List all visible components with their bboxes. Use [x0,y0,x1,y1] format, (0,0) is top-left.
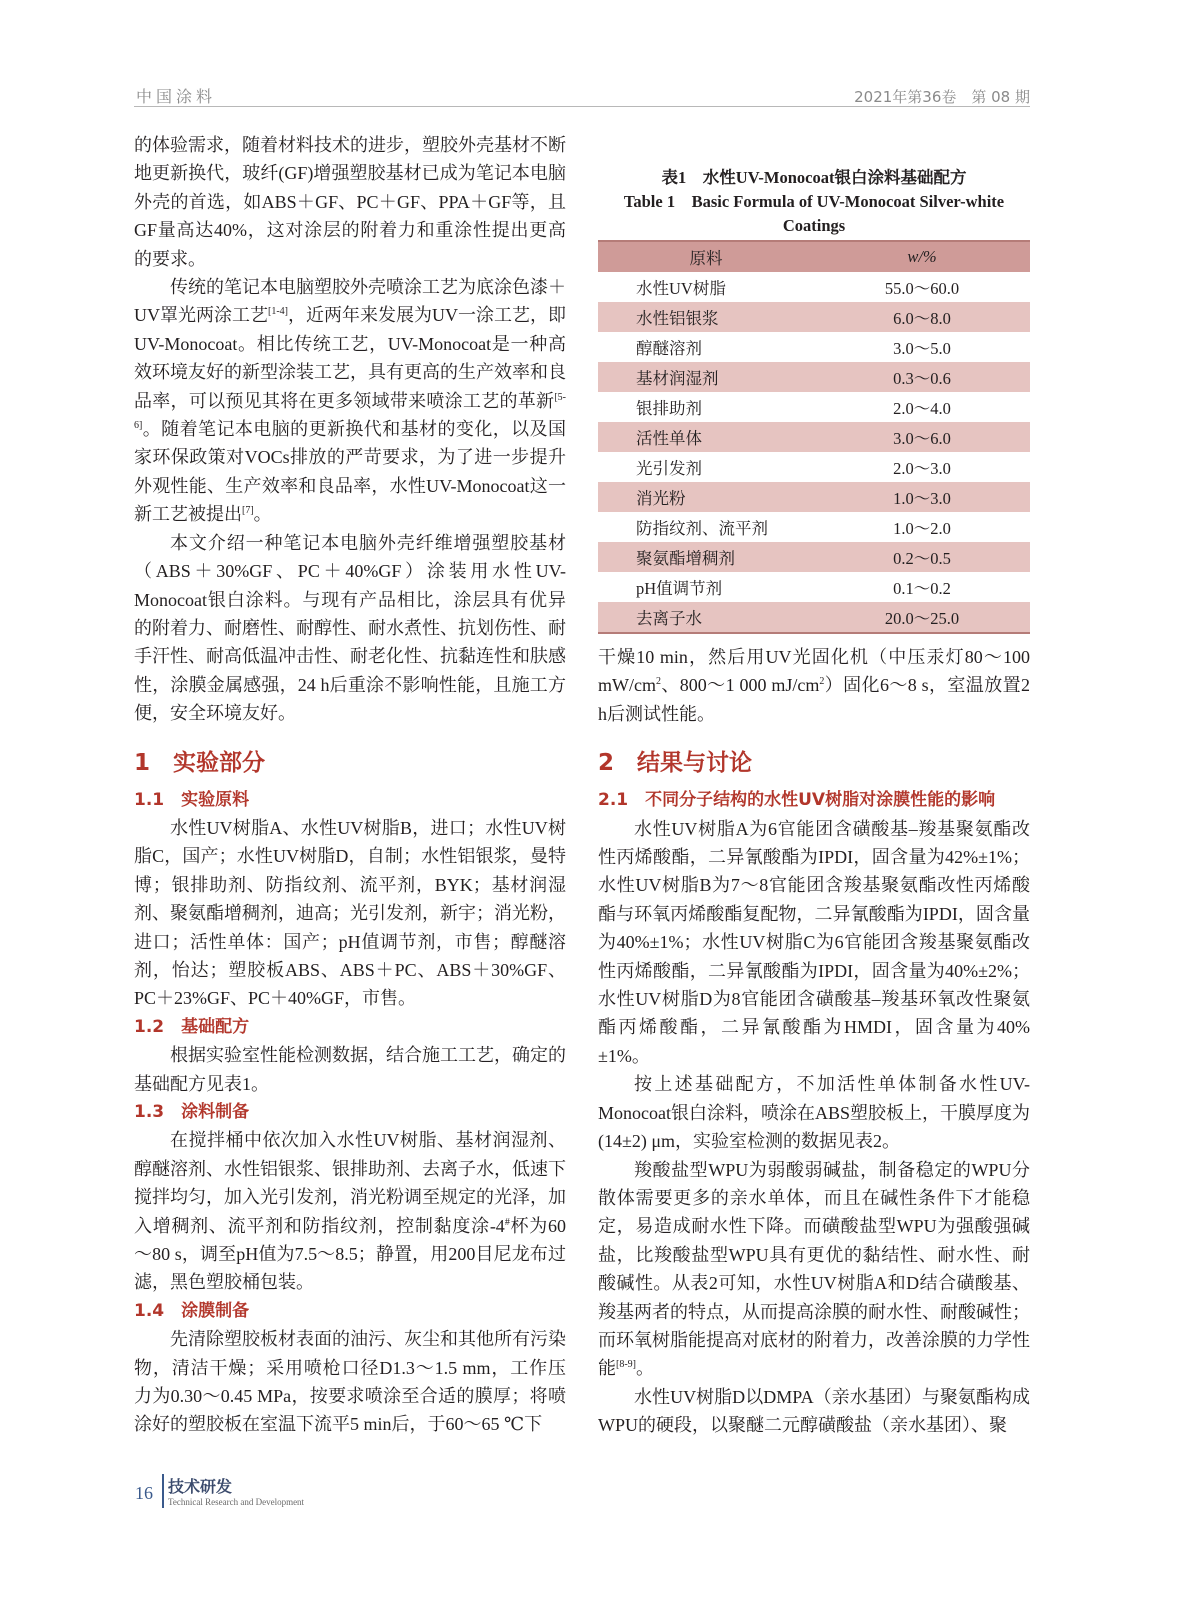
table-row [598,542,1030,572]
citation: 2 [819,676,825,688]
cell-material: 基材润湿剂 [598,362,814,392]
cell-mass-fraction: 2.0～4.0 [893,399,951,418]
cell-material: 防指纹剂、流平剂 [636,519,768,538]
cell-material: 水性UV树脂 [636,279,726,298]
paragraph [598,1383,1030,1440]
table-row [598,512,1030,542]
left-column [134,131,566,1439]
paragraph [134,814,566,1013]
citation: [1-4] [268,306,288,318]
subsection-heading: 1.1 实验原料 [134,789,250,810]
cell-material: 活性单体 [598,422,814,452]
footer-divider [162,1474,164,1508]
table-row [598,332,1030,362]
paragraph-text: 按上述基础配方，不加活性单体制备水性UV-Monocoat银白涂料，喷涂在ABS塑胶板上，干膜厚度为(14±2) μm，实验室检测的数据见表2。 [598,1074,1030,1152]
paragraph-text: 杯为60～80 s，调至pH值为7.5～8.5；静置，用200目尼龙布过滤，黑色塑胶桶包装。 [134,1215,566,1293]
paragraph [134,1041,566,1098]
subsection-heading: 1.2 基础配方 [134,1016,250,1037]
cell-material: 醇醚溶剂 [636,339,702,358]
cell-mass-fraction: 55.0～60.0 [884,279,960,298]
paragraph [598,815,1030,1071]
cell-mass-fraction: 0.3～0.6 [814,362,1030,392]
subsection-heading: 1.4 涂膜制备 [134,1300,250,1321]
table-row [598,302,1030,332]
table-row [598,422,1030,452]
right-column [598,643,1030,1440]
paragraph [134,529,566,728]
table-row [598,362,1030,392]
table-title-cn: 表1 水性UV-Monocoat银白涂料基础配方 [661,168,967,187]
paragraph-text: 。随着笔记本电脑的更新换代和基材的变化，以及国家环保政策对VOCs排放的严苛要求，为了进一步提升外观性能、生产效率和良品率，水性UV-Monocoat这一新工艺被提出 [134,419,566,525]
paragraph-text: 本文介绍一种笔记本电脑外壳纤维增强塑胶基材（ABS＋30%GF、PC＋40%GF）涂装用水性UV-Monocoat银白涂料。与现有产品相比，涂层具有优异的附着力、耐磨性、耐醇性、耐水煮性、抗划伤性、耐手汗性、耐高低温冲击性、耐老化性、抗黏连性和肤感性，涂膜金属感强，24 h后重涂不影响性能，且施工方便，安全环境友好。 [134,532,566,724]
paragraph-text: 在搅拌桶中依次加入水性UV树脂、基材润湿剂、醇醚溶剂、水性铝银浆、银排助剂、去离子水，低速下搅拌均匀，加入光引发剂，消光粉调至规定的光泽，加入增稠剂、流平剂和防指纹剂，控制黏度涂-4 [134,1130,566,1236]
cell-mass-fraction: 1.0～3.0 [814,482,1030,512]
page-number: 16 [135,1483,153,1503]
cell-mass-fraction: 3.0～5.0 [893,339,951,358]
section-heading: 1 实验部分 [134,749,266,776]
cell-material: 水性铝银浆 [598,302,814,332]
table-row [598,272,1030,302]
journal-name: 中国涂料 [136,87,217,106]
paragraph [134,1325,566,1439]
cell-material: pH值调节剂 [636,579,723,598]
table-title-en: Table 1 Basic Formula of UV-Monocoat Silver-white Coatings [623,192,1005,235]
citation: [7] [242,505,254,517]
citation: [5-6] [134,391,566,432]
section-heading: 2 结果与讨论 [598,750,753,777]
cell-mass-fraction: 0.2～0.5 [814,542,1030,572]
table-row [598,392,1030,422]
table-row [598,572,1030,602]
paragraph [598,1070,1030,1155]
paragraph-text: 的体验需求，随着材料技术的进步，塑胶外壳基材不断地更新换代，玻纤(GF)增强塑胶基材已成为笔记本电脑外壳的首选，如ABS＋GF、PC＋GF、PPA＋GF等，且GF量高达40%，这对涂层的附着力和重涂性提出更高的要求。 [134,135,566,269]
cell-material: 光引发剂 [636,459,702,478]
section-name: 技术研发 [168,1477,233,1496]
cell-material: 消光粉 [598,482,814,512]
citation: [8-9] [616,1359,636,1371]
column-header-material: 原料 [598,241,814,272]
paragraph-text: 。 [253,504,272,525]
paragraph-text: 干燥10 min，然后用UV光固化机（中压汞灯80～100 mW/cm [598,647,1030,696]
paragraph [598,643,1030,728]
issue-info: 2021年第36卷 第 08 期 [854,88,1030,106]
table-caption [598,166,1030,238]
paragraph-text: 先清除塑胶板材表面的油污、灰尘和其他所有污染物，清洁干燥；采用喷枪口径D1.3～1.5 mm，工作压力为0.30～0.45 MPa，按要求喷涂至合适的膜厚；将喷涂好的塑胶板在室温下流平5 min后，于60～65 ℃下 [134,1329,566,1435]
paragraph-text: 。 [636,1358,654,1379]
subsection-heading: 1.3 涂料制备 [134,1102,250,1122]
cell-mass-fraction: 6.0～8.0 [814,302,1030,332]
paragraph-text: ）固化6～8 s，室温放置2 h后测试性能。 [598,675,1030,724]
paragraph-text: 传统的笔记本电脑塑胶外壳喷涂工艺为底涂色漆＋UV罩光两涂工艺 [134,277,566,326]
paragraph [134,273,566,529]
table-row [598,482,1030,512]
paragraph-text: 水性UV树脂A、水性UV树脂B，进口；水性UV树脂C，国产；水性UV树脂D，自制；水性铝银浆，曼特博；银排助剂、防指纹剂、流平剂，BYK；基材润湿剂、聚氨酯增稠剂，迪高；光引发剂，新宇；消光粉，进口；活性单体：国产；pH值调节剂，市售；醇醚溶剂，怡达；塑胶板ABS、ABS＋PC、ABS＋30%GF、PC＋23%GF、PC＋40%GF，市售。 [134,817,566,1009]
column-header-mass-fraction: w/% [814,241,1030,272]
table-row [598,602,1030,633]
paragraph-text: 根据实验室性能检测数据，结合施工工艺，确定的基础配方见表1。 [134,1045,566,1094]
header-divider [134,106,1030,107]
formula-table [598,240,1030,634]
cell-material: 银排助剂 [636,399,702,418]
cell-material: 聚氨酯增稠剂 [598,542,814,572]
table-row [598,452,1030,482]
cell-mass-fraction: 20.0～25.0 [814,602,1030,633]
paragraph-text: 水性UV树脂D以DMPA（亲水基团）与聚氨酯构成WPU的硬段，以聚醚二元醇磺酸盐（亲水基团）、聚 [598,1386,1030,1436]
cell-mass-fraction: 2.0～3.0 [893,459,951,478]
subsection-heading: 2.1 不同分子结构的水性UV树脂对涂膜性能的影响 [598,790,996,811]
cell-mass-fraction: 1.0～2.0 [893,519,951,538]
table-header-row [598,241,1030,272]
cell-mass-fraction: 0.1～0.2 [893,579,951,598]
paragraph [134,1126,566,1296]
paragraph-text: 羧酸盐型WPU为弱酸弱碱盐，制备稳定的WPU分散体需要更多的亲水单体，而且在碱性条件下才能稳定，易造成耐水性下降。而磺酸盐型WPU为强酸强碱盐，比羧酸盐型WPU具有更优的黏结性、耐水性、耐酸碱性。从表2可知，水性UV树脂A和D结合磺酸基、羧基两者的特点，从而提高涂膜的耐水性、耐酸碱性；而环氧树脂能提高对底材的附着力，改善涂膜的力学性能 [598,1159,1030,1379]
paragraph [598,1156,1030,1383]
cell-material: 去离子水 [598,602,814,633]
paragraph-text: ，近两年来发展为UV一涂工艺，即UV-Monocoat。相比传统工艺，UV-Monocoat是一种高效环境友好的新型涂装工艺，具有更高的生产效率和良品率，可以预见其将在更多领域带来喷涂工艺的革新 [134,305,566,411]
cell-mass-fraction: 3.0～6.0 [814,422,1030,452]
citation: 2 [655,676,661,688]
paragraph [134,131,566,273]
paragraph-text: 水性UV树脂A为6官能团含磺酸基–羧基聚氨酯改性丙烯酸酯，二异氰酸酯为IPDI，固含量为42%±1%；水性UV树脂B为7～8官能团含羧基聚氨酯改性丙烯酸酯与环氧丙烯酸酯复配物，二异氰酸酯为IPDI，固含量为40%±1%；水性UV树脂C为6官能团含羧基聚氨酯改性丙烯酸酯，二异氰酸酯为IPDI，固含量为40%±2%；水性UV树脂D为8官能团含磺酸基–羧基环氧改性聚氨酯丙烯酸酯，二异氰酸酯为HMDI，固含量为40%±1%。 [598,818,1030,1066]
citation: # [504,1216,510,1228]
section-name-en: Technical Research and Development [168,1497,305,1507]
paragraph-text: 、800～1 000 mJ/cm [660,675,820,696]
